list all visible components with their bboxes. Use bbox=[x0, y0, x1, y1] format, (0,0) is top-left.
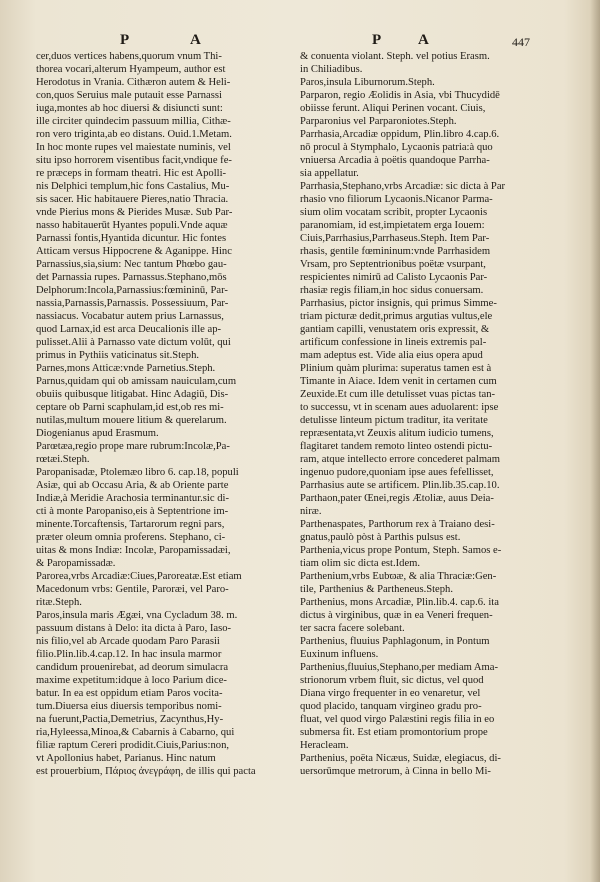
text-line: Paros,insula maris Ægæi, vna Cycladum 38. m. bbox=[36, 610, 238, 621]
text-line: ceptare ob Parni scaphulam,id est,ob res mi- bbox=[36, 402, 224, 413]
text-line: obiisse ferunt. Aliqui Perinen vocant. Ciuis, bbox=[300, 103, 486, 114]
text-line: & conuenta violant. Steph. vel potius Erasm. bbox=[300, 51, 490, 62]
text-line: Parthenius, poëta Nicæus, Suidæ, elegiacus, di- bbox=[300, 753, 501, 764]
text-line: Parnes,mons Atticæ:vnde Parnetius.Steph. bbox=[36, 363, 216, 374]
text-line: dictus à virginibus, quæ in ea Veneri frequen- bbox=[300, 610, 493, 621]
dictionary-entry bbox=[300, 128, 562, 180]
text-line: maxime expetitum:idque à loco Parium dice- bbox=[36, 675, 227, 686]
text-line: uitas & mons Indiæ: Incolæ, Paropamissadæi, bbox=[36, 545, 231, 556]
text-line: mam adeptus est. Vide alia eius opera apud bbox=[300, 350, 483, 361]
text-line: rhasio vno filiorum Lycaonis.Nicanor Parma- bbox=[300, 194, 493, 205]
text-line: ria,Hyleessa,Minoa,& Cabarnis à Cabarno, qui bbox=[36, 727, 235, 738]
text-line: est prouerbium, Πάριος ἀνεγράφη, de illis qui pacta bbox=[36, 766, 256, 777]
text-line: niræ. bbox=[300, 506, 322, 517]
dictionary-entry bbox=[300, 518, 562, 544]
text-line: cti à monte Paropaniso,eis à Septentrione im- bbox=[36, 506, 229, 517]
dictionary-entry bbox=[300, 752, 562, 778]
text-line: ter sacra facere solebant. bbox=[300, 623, 405, 634]
text-line: situ ipso horrorem visentibus facit,vndique fe- bbox=[36, 155, 232, 166]
text-line: Parthenium,vrbs Eubϖæ, & alia Thraciæ:Gen- bbox=[300, 571, 497, 582]
text-line: Parrhasius, pictor insignis, qui primus Simme- bbox=[300, 298, 497, 309]
text-line: uersorūmque metrorum, à Cinna in bello Mi- bbox=[300, 766, 491, 777]
text-line: Paros,insula Liburnorum.Steph. bbox=[300, 77, 435, 88]
text-line: Parrhasius aute se artificem. Plin.lib.35.cap.10. bbox=[300, 480, 500, 491]
text-line: fluat, vel quod virgo Palæstini regis filia in eo bbox=[300, 714, 495, 725]
header-letter-right-1: P bbox=[372, 32, 385, 48]
dictionary-entry bbox=[300, 635, 562, 661]
text-line: Parthenaspates, Parthorum rex à Traiano desi- bbox=[300, 519, 495, 530]
text-line: repræsentata,vt Zeuxis alitum iudicio tumens, bbox=[300, 428, 494, 439]
dictionary-entry bbox=[36, 362, 291, 375]
text-line: Vrsam, pro Septentrionibus poëtæ vsurpant, bbox=[300, 259, 486, 270]
text-line: Parrhasia,Arcadiæ oppidum, Plin.libro 4.cap.6. bbox=[300, 129, 500, 140]
text-line: quod placido, tanquam virgineo gradu pro- bbox=[300, 701, 482, 712]
text-line: det Parnassia rupes. Parnassus.Stephano,mōs bbox=[36, 272, 227, 283]
text-line: na fuerunt,Pactia,Demetrius, Zacynthus,Hy- bbox=[36, 714, 224, 725]
dictionary-entry bbox=[36, 50, 291, 362]
text-line: ram, atque intellecto errore concederet palmam bbox=[300, 454, 500, 465]
text-line: Parorea,vrbs Arcadiæ:Ciues,Paroreatæ.Est etiam bbox=[36, 571, 242, 582]
dictionary-entry bbox=[36, 570, 291, 609]
text-line: rœtæi.Steph. bbox=[36, 454, 90, 465]
text-line: vnde Pierius mons & Pierides Musæ. Sub Par- bbox=[36, 207, 233, 218]
text-line: Parthenia,vicus prope Pontum, Steph. Samos e- bbox=[300, 545, 502, 556]
dictionary-entry bbox=[36, 609, 291, 778]
text-line: Parthenius,fluuius,Stephano,per mediam Ama- bbox=[300, 662, 499, 673]
text-line: ingenuo pudore,quoniam ipse aues fefellisset, bbox=[300, 467, 494, 478]
text-line: Parnassi fontis,Hyantida dicuntur. Hic fontes bbox=[36, 233, 227, 244]
text-line: Herodotus in Vrania. Cithæron autem & Heli- bbox=[36, 77, 231, 88]
text-line: respicientes nimirū ad Calisto Lycaonis Par- bbox=[300, 272, 488, 283]
text-line: to successu, vt in scenam aues aduolarent: ipse bbox=[300, 402, 499, 413]
text-line: iuga,montes ab hoc diuersi & disiuncti sunt: bbox=[36, 103, 223, 114]
text-line: in Chiliadibus. bbox=[300, 64, 363, 75]
header-letter-right-2: A bbox=[418, 32, 432, 48]
dictionary-entry bbox=[300, 76, 562, 89]
text-line: Parrhasia,Stephano,vrbs Arcadiæ: sic dicta à Par bbox=[300, 181, 506, 192]
text-line: thorea vocari,alterum Hyampeum, author est bbox=[36, 64, 226, 75]
text-line: ritæ.Steph. bbox=[36, 597, 82, 608]
text-line: vniuersa Arcadia à poëtis quandoque Parrha- bbox=[300, 155, 490, 166]
text-line: Heracleam. bbox=[300, 740, 349, 751]
text-line: primus in Pythiis vaticinatus sit.Steph. bbox=[36, 350, 200, 361]
text-line: Plinium quàm plurima: superatus tamen est à bbox=[300, 363, 492, 374]
text-line: nasso habitauerūt Hyantes populi.Vnde aquæ bbox=[36, 220, 228, 231]
dictionary-entry bbox=[300, 297, 562, 492]
text-line: tiam olim sic dicta est.Idem. bbox=[300, 558, 421, 569]
right-column bbox=[300, 50, 562, 778]
text-line: artificum confessione in lineis extremis pal- bbox=[300, 337, 487, 348]
text-line: flagitaret tandem remoto linteo ostendi pictu- bbox=[300, 441, 493, 452]
text-line: sis sacer. Hic habitauere Pieres,natio Thracia. bbox=[36, 194, 229, 205]
text-line: nis filio,vel ab Arcade quodam Paro Parasii bbox=[36, 636, 220, 647]
text-line: Ciuis,Parrhasius,Parrhaseus.Steph. Item Par- bbox=[300, 233, 490, 244]
text-line: rhasiæ regis filiam,in hoc sidus conuersam. bbox=[300, 285, 484, 296]
text-line: vt Apollonius habet, Parianus. Hinc natum bbox=[36, 753, 216, 764]
text-line: filio.Plin.lib.4.cap.12. In hac insula marmor bbox=[36, 649, 222, 660]
text-line: Parthenius, mons Arcadiæ, Plin.lib.4. cap.6. ita bbox=[300, 597, 499, 608]
dictionary-entry bbox=[300, 596, 562, 635]
text-line: Delphorum:Incola,Parnassius:fœmininū, Par- bbox=[36, 285, 228, 296]
text-line: gantiam capilli, venustatem oris expressit, & bbox=[300, 324, 490, 335]
text-line: Parparonius vel Parparoniotes.Steph. bbox=[300, 116, 457, 127]
text-line: In hoc monte rupes vel maiestate numinis, vel bbox=[36, 142, 231, 153]
dictionary-entry bbox=[36, 375, 291, 440]
text-line: nis Delphici templum,hic fons Castalius, Mu- bbox=[36, 181, 230, 192]
header-letter-left-2: A bbox=[190, 32, 204, 48]
text-line: obuiis quibusque litigabat. Hinc Adagiū, Dis- bbox=[36, 389, 229, 400]
dictionary-entry bbox=[300, 492, 562, 518]
text-line: nassia,Parnassis,Parnassis. Possessiuum, Par- bbox=[36, 298, 229, 309]
text-line: con,quos Seruius male putauit esse Parnassi bbox=[36, 90, 222, 101]
text-line: Zeuxide.Et cum ille detulisset vuas pictas tan- bbox=[300, 389, 496, 400]
text-line: minente.Torcaftensis, Tartarorum regni pars, bbox=[36, 519, 225, 530]
text-line: Macedonum vrbs: Gentile, Paroræi, vel Paro- bbox=[36, 584, 229, 595]
text-line: paranomiam, id est,impietatem erga Iouem: bbox=[300, 220, 485, 231]
dictionary-entry bbox=[300, 50, 562, 76]
text-line: gnatus,paulò pòst à Parthis pulsus est. bbox=[300, 532, 461, 543]
text-line: Parnus,quidam qui ob amissam nauiculam,cum bbox=[36, 376, 237, 387]
text-line: cer,duos vertices habens,quorum vnum Thi- bbox=[36, 51, 222, 62]
header-letter-left-1: P bbox=[120, 32, 133, 48]
text-line: Parthenius, fluuius Paphlagonum, in Pontum bbox=[300, 636, 490, 647]
text-line: sium olim vocatam scribit, propter Lycaonis bbox=[300, 207, 488, 218]
text-line: Parparon, regio Æolidis in Asia, vbi Thucydidē bbox=[300, 90, 500, 101]
dictionary-entry bbox=[300, 180, 562, 297]
dictionary-entry bbox=[300, 544, 562, 570]
text-line: Diana virgo frequenter in eo venaretur, vel bbox=[300, 688, 481, 699]
text-line: batur. In ea est oppidum etiam Paros vocita- bbox=[36, 688, 223, 699]
dictionary-entry bbox=[300, 661, 562, 752]
text-line: Asiæ, qui ab Occasu Aria, & ab Oriente parte bbox=[36, 480, 229, 491]
text-line: Parnassius,sia,sium: Nec tantum Phœbo gau- bbox=[36, 259, 227, 270]
text-line: tile, Parthenius & Partheneus.Steph. bbox=[300, 584, 453, 595]
text-line: Euxinum influens. bbox=[300, 649, 379, 660]
text-line: Timante in Aiace. Idem venit in certamen cum bbox=[300, 376, 497, 387]
text-line: nō procul à Stymphalo, Lycaonis patria:à quo bbox=[300, 142, 493, 153]
text-line: ron vero triginta,ab eo distans. Ouid.1.Metam. bbox=[36, 129, 232, 140]
text-line: nassiacus. Vocabatur autem prius Larnassus, bbox=[36, 311, 224, 322]
text-line: filiæ raptum Cereri prodidit.Ciuis,Parius:non, bbox=[36, 740, 230, 751]
text-line: Diogenianus apud Erasmum. bbox=[36, 428, 159, 439]
text-line: candidum prouenirebat, ad deorum simulacra bbox=[36, 662, 229, 673]
text-line: detulisse linteum pictum traditur, ita veritate bbox=[300, 415, 488, 426]
text-line: Parœtæa,regio prope mare rubrum:Incolæ,Pa- bbox=[36, 441, 230, 452]
text-line: re præceps in formam theatri. Hic est Apolli- bbox=[36, 168, 227, 179]
dictionary-entry bbox=[300, 89, 562, 128]
text-line: sia appellatur. bbox=[300, 168, 359, 179]
text-line: ille circiter quindecim passuum millia, Cithæ- bbox=[36, 116, 231, 127]
text-line: nutilas,multum mouere litium & querelarum. bbox=[36, 415, 227, 426]
text-line: præter oleum omnia proferens. Stephano, ci- bbox=[36, 532, 226, 543]
text-line: tum.Diuersa eius diuersis temporibus nomi- bbox=[36, 701, 222, 712]
text-line: Atticam versus Hippocrene & Aganippe. Hinc bbox=[36, 246, 232, 257]
text-line: Indiæ,à Meridie Arachosia terminantur.sic di- bbox=[36, 493, 229, 504]
text-line: passuum distans à Delo: ita dicta à Paro, Iaso- bbox=[36, 623, 232, 634]
text-line: rhasis, gentile fœmininum:vnde Parrhasidem bbox=[300, 246, 491, 257]
page-number: 447 bbox=[512, 35, 530, 49]
dictionary-entry bbox=[36, 466, 291, 570]
text-line: Paropanisadæ, Ptolemæo libro 6. cap.18, populi bbox=[36, 467, 239, 478]
text-line: pulisset.Alii à Parnasso vate dictum volūt, qui bbox=[36, 337, 231, 348]
page-edge-shadow bbox=[590, 0, 600, 882]
text-line: strionorum vrbem fluit, sic dictus, vel quod bbox=[300, 675, 484, 686]
dictionary-entry bbox=[300, 570, 562, 596]
left-column bbox=[36, 50, 291, 778]
text-line: Parthaon,pater Œnei,regis Ætoliæ, auus Deia- bbox=[300, 493, 494, 504]
text-line: submersa fit. Est etiam promontorium prope bbox=[300, 727, 488, 738]
text-line: quod Larnax,id est arca Deucalionis ille ap- bbox=[36, 324, 222, 335]
dictionary-entry bbox=[36, 440, 291, 466]
text-line: triam picturæ dedit,primus argutias vultus,ele bbox=[300, 311, 493, 322]
text-line: & Paropamissadæ. bbox=[36, 558, 116, 569]
